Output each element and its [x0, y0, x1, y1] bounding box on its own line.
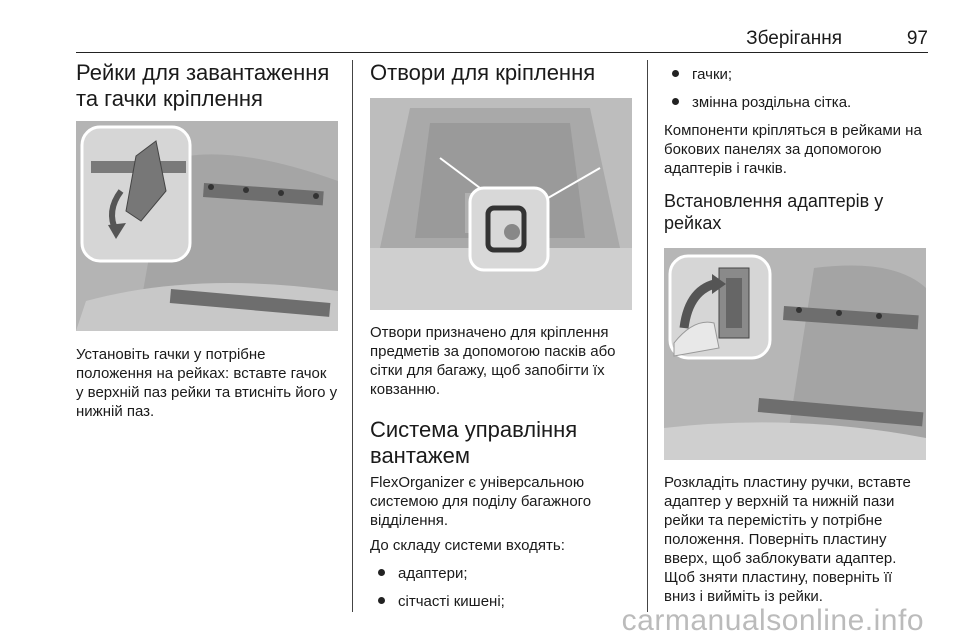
column-divider — [352, 60, 353, 612]
components-list-continued — [664, 65, 926, 112]
list-item — [664, 93, 926, 112]
components-list — [370, 564, 632, 611]
list-item — [370, 592, 632, 611]
adapter-install-heading: Встановлення адаптерів у рейках — [664, 191, 884, 233]
bullet-icon — [378, 569, 385, 576]
list-item-text: гачки; — [692, 66, 733, 83]
rails-hook-illustration — [76, 121, 338, 331]
page-header — [76, 24, 928, 53]
anchor-points-heading: Отвори для кріплення — [370, 60, 596, 85]
bullet-icon — [672, 98, 679, 105]
cargo-system-list-intro: До складу системи входять: — [370, 537, 565, 554]
list-item — [370, 564, 632, 583]
cargo-system-heading: Система управління вантажем — [370, 417, 578, 468]
adapter-install-illustration — [664, 248, 926, 460]
column-2 — [370, 60, 632, 620]
cargo-system-intro: FlexOrganizer є універсальною системою для поділу багажного відділення. — [370, 474, 592, 529]
bullet-icon — [378, 597, 385, 604]
column-3 — [664, 60, 926, 606]
anchor-points-illustration — [370, 98, 632, 310]
list-item-text: змінна роздільна сітка. — [692, 94, 852, 111]
rails-caption: Установіть гачки у потрібне положення на рейках: вставте гачок у верхній паз рейки та втисніть його у нижній паз. — [76, 346, 338, 420]
bullet-icon — [672, 70, 679, 77]
page-number: 97 — [906, 28, 928, 49]
anchor-points-caption: Отвори призначено для кріплення предметів за допомогою пасків або сітки для багажу, щоб запобігти їх ковзанню. — [370, 324, 616, 398]
rails-heading: Рейки для завантаження та гачки кріплення — [76, 60, 330, 111]
list-item-text: адаптери; — [398, 565, 468, 582]
list-item — [664, 65, 926, 84]
column-divider — [647, 60, 648, 612]
section-title: Зберігання — [746, 28, 842, 49]
column-1 — [76, 60, 338, 421]
list-item-text: сітчасті кишені; — [398, 593, 505, 610]
adapter-install-caption: Розкладіть пластину ручки, вставте адаптер у верхній та нижній пази рейки та перемістіть у потрібне положення. Поверніть пластину вверх, щоб заблокувати адаптер. Щоб зняти пластину, поверніть її вниз і вийміть із рейки. — [664, 474, 911, 605]
watermark: carmanualsonline.info — [621, 604, 924, 637]
components-paragraph: Компоненти кріпляться в рейками на бокових панелях за допомогою адаптерів і гачків. — [664, 122, 922, 177]
